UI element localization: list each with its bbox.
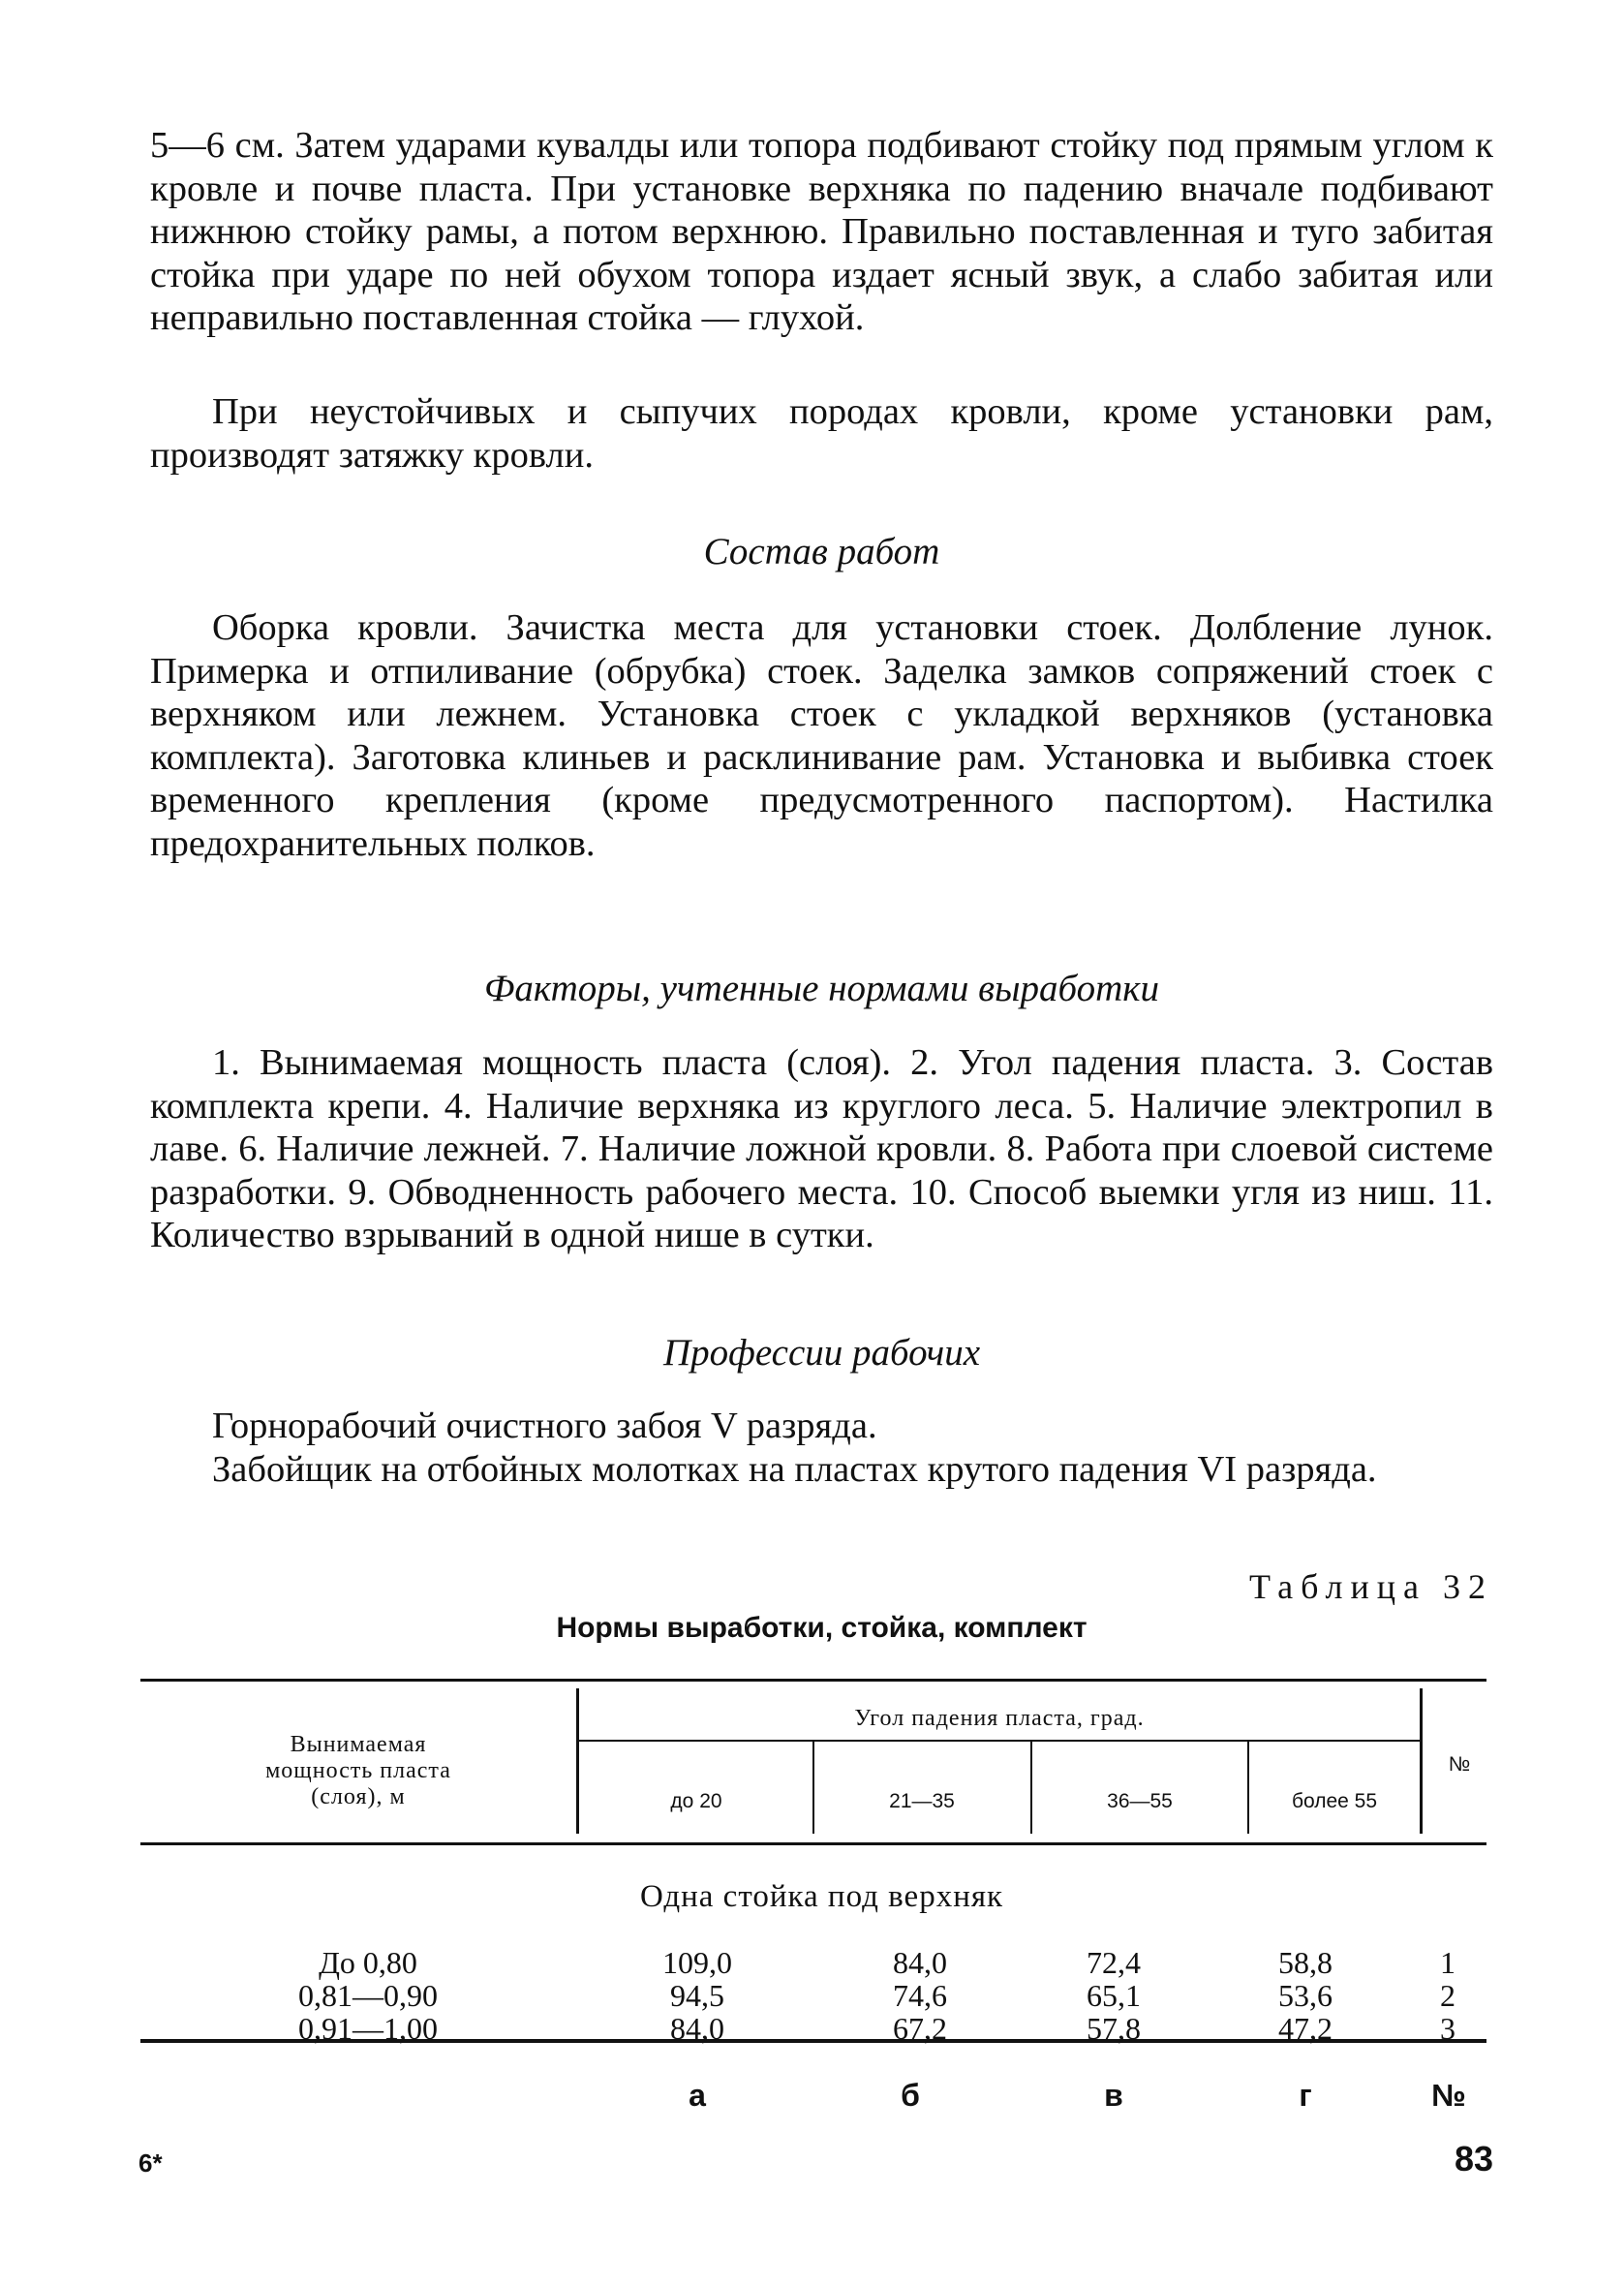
header-angle-col-4: более 55 bbox=[1291, 1790, 1378, 1812]
table-top-rule bbox=[140, 1679, 1486, 1682]
row1-number: 1 bbox=[1440, 1945, 1455, 1980]
header-angle-col-2: 21—35 bbox=[889, 1790, 955, 1812]
row1-v1: 109,0 bbox=[662, 1945, 732, 1980]
row2-v1: 94,5 bbox=[670, 1978, 724, 2013]
paragraph-3: Оборка кровли. Зачистка места для установки стоек. Долбление лунок. Примерка и отпиливание (обрубка) стоек. Заделка замков сопряжений стоек с верхняком или лежнем. Установка стоек с укладкой верхняков (установка комплекта). Заготовка клиньев и расклинивание рам. Установка и выбивка стоек временного крепления (кроме предусмотренного паспортом). Настилка предохранительных полков. bbox=[150, 607, 1493, 864]
row3-v4: 47,2 bbox=[1278, 2011, 1333, 2046]
table-section-label: Одна стойка под верхняк bbox=[639, 1879, 1004, 1914]
column-letter-v: в bbox=[1104, 2078, 1123, 2113]
row2-number: 2 bbox=[1440, 1978, 1455, 2013]
paragraph-1: 5—6 см. Затем ударами кувалды или топора подбивают стойку под прямым углом к кровле и почве пласта. При установке верхняка по падению вначале подбивают нижнюю стойку рамы, а потом верхнюю. Правильно поставленная и туго забитая стойка при ударе по ней обухом топора издает ясный звук, а слабо забитая или неправильно поставленная стойка — глухой. bbox=[150, 125, 1493, 339]
row3-number: 3 bbox=[1440, 2011, 1455, 2046]
row2-v3: 65,1 bbox=[1087, 1978, 1141, 2013]
table-label: Таблица 32 bbox=[1249, 1567, 1493, 1606]
header-number: № bbox=[1448, 1753, 1471, 1776]
header-angle: Угол падения пласта, град. bbox=[854, 1706, 1145, 1731]
row3-thickness: 0,91—1,00 bbox=[298, 2011, 438, 2046]
paragraph-4: 1. Вынимаемая мощность пласта (слоя). 2. Угол падения пласта. 3. Состав комплекта крепи. 4. Наличие верхняка из круглого леса. 5. Наличие электропил в лаве. 6. Наличие лежней. 7. Наличие ложной кровли. 8. Работа при слоевой системе разработки. 9. Обводненность рабочего места. 10. Способ выемки угля из ниш. 11. Количество взрываний в одной нише в сутки. bbox=[150, 1042, 1493, 1256]
row1-v2: 84,0 bbox=[893, 1945, 947, 1980]
heading-professions: Профессии рабочих bbox=[662, 1332, 981, 1374]
header-angle-col-1: до 20 bbox=[670, 1790, 722, 1812]
row1-v4: 58,8 bbox=[1278, 1945, 1333, 1980]
row2-v2: 74,6 bbox=[893, 1978, 947, 2013]
row1-v3: 72,4 bbox=[1087, 1945, 1141, 1980]
page-number: 83 bbox=[1454, 2139, 1493, 2179]
heading-composition: Состав работ bbox=[703, 531, 940, 572]
signature-mark: 6* bbox=[138, 2148, 163, 2178]
row3-v3: 57,8 bbox=[1087, 2011, 1141, 2046]
header-thickness: Вынимаемая мощность пласта (слоя), м bbox=[265, 1732, 451, 1809]
header-angle-col-3: 36—55 bbox=[1107, 1790, 1173, 1812]
paragraph-6: Забойщик на отбойных молотках на пластах крутого падения VI разряда. bbox=[212, 1449, 1377, 1490]
row3-v2: 67,2 bbox=[893, 2011, 947, 2046]
column-letter-a: а bbox=[689, 2078, 706, 2113]
row2-v4: 53,6 bbox=[1278, 1978, 1333, 2013]
column-letter-number: № bbox=[1431, 2078, 1466, 2113]
heading-factors: Факторы, учтенные нормами выработки bbox=[483, 968, 1159, 1009]
paragraph-5: Горнорабочий очистного забоя V разряда. bbox=[212, 1406, 877, 1446]
row2-thickness: 0,81—0,90 bbox=[298, 1978, 438, 2013]
table-header-rule bbox=[140, 1842, 1486, 1845]
paragraph-2: При неустойчивых и сыпучих породах кровли, кроме установки рам, производят затяжку кровли. bbox=[150, 391, 1493, 476]
table-title: Нормы выработки, стойка, комплект bbox=[556, 1612, 1088, 1644]
table-vline-2 bbox=[1420, 1688, 1423, 1834]
column-letter-g: г bbox=[1299, 2078, 1312, 2113]
column-letter-b: б bbox=[901, 2078, 920, 2113]
row3-v1: 84,0 bbox=[670, 2011, 724, 2046]
row1-thickness: До 0,80 bbox=[319, 1945, 417, 1980]
table-angle-rule bbox=[579, 1740, 1420, 1742]
